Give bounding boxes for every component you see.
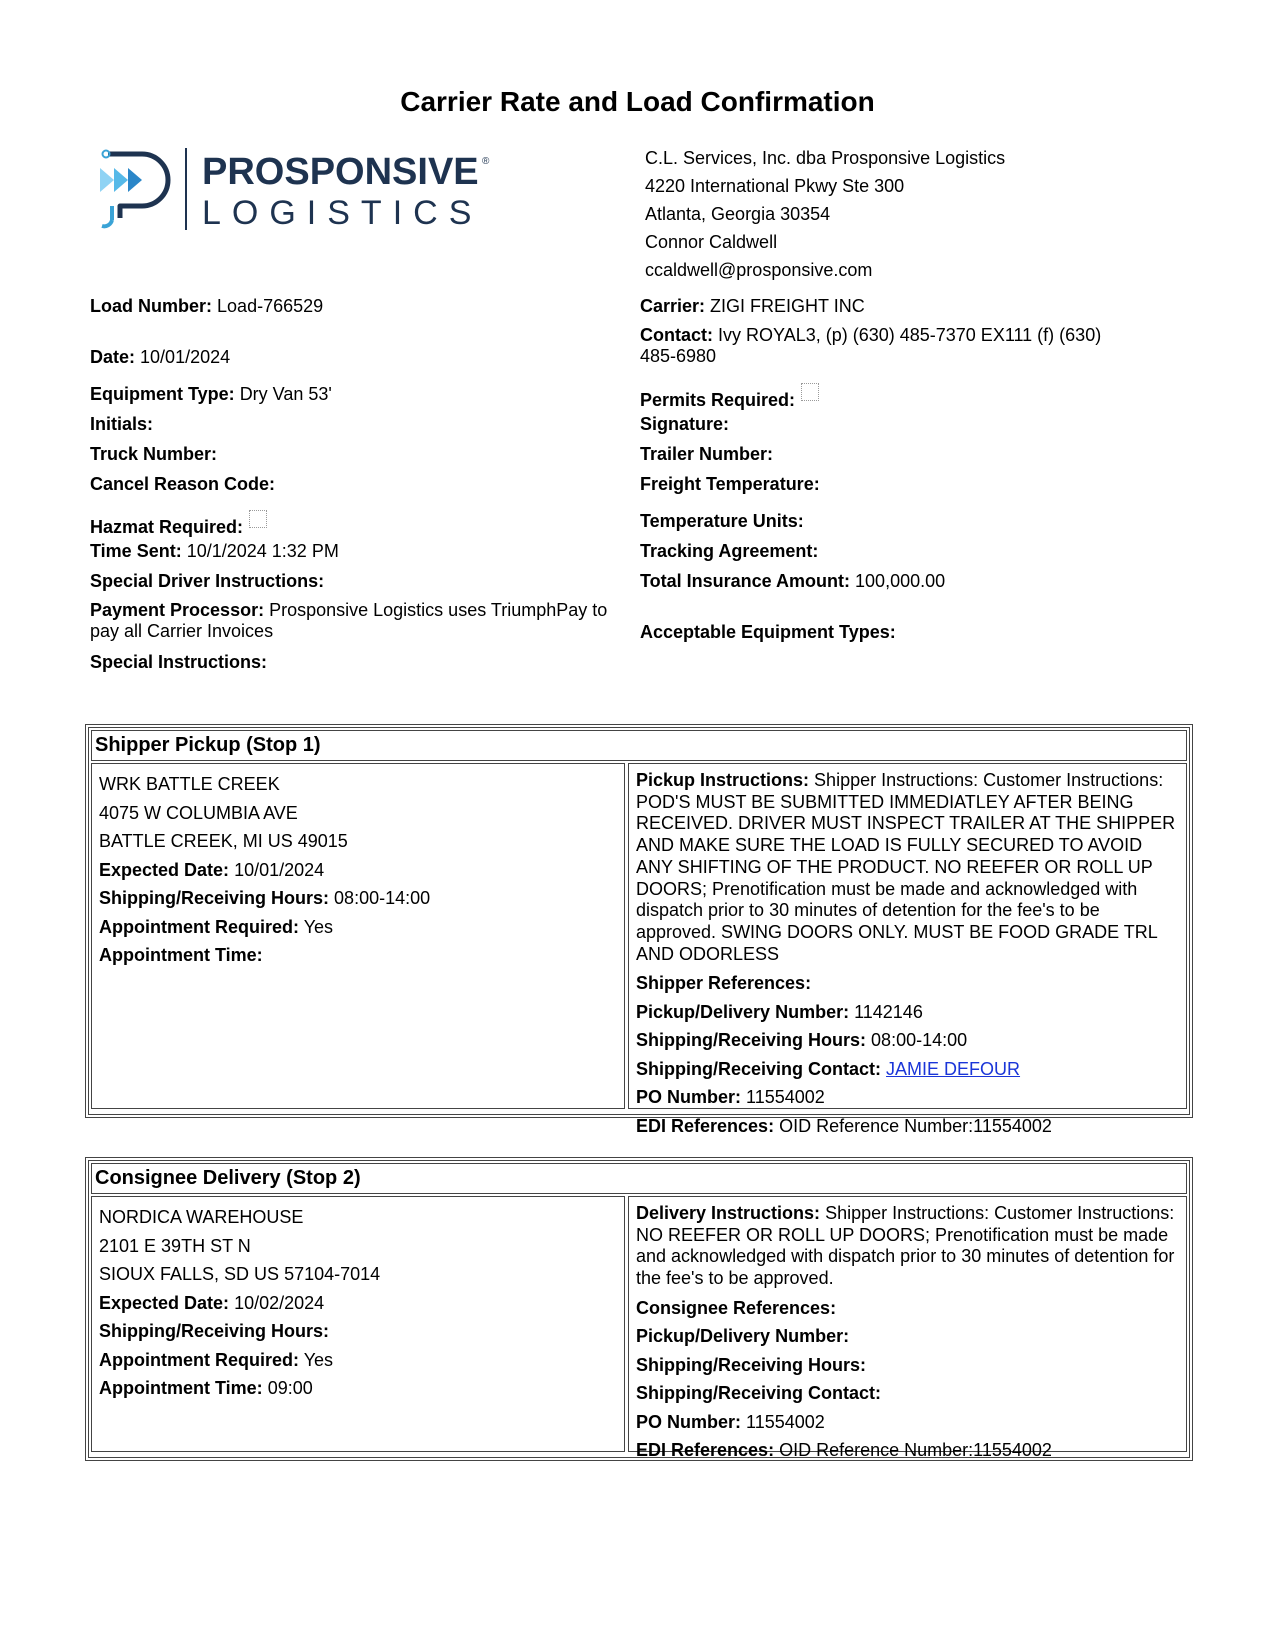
field-time-sent [90, 540, 620, 562]
field-permits-required [640, 383, 1150, 411]
label: Carrier: [640, 296, 706, 316]
pickup-instructions: Pickup Instructions: Shipper Instructions: Customer Instructions: POD'S MUST BE SUBMITTED IMMEDIATLEY AFTER BEING RECEIVED. DRIVER MUST INSPECT TRAILER AT THE SHIPPER AND MAKE SURE THE LOAD IS FULLY SECURED TO AVOID ANY SHIFTING OF THE PRODUCT. NO REEFER OR ROLL UP DOORS; Prenotification must be made and acknowledged with dispatch prior to 30 minutes of detention for the fee's to be approved. SWING DOORS ONLY. MUST BE FOOD GRADE TRL AND ODORLESS [636, 770, 1176, 964]
references-heading: Consignee References: [636, 1297, 837, 1318]
value: 10/1/2024 1:32 PM [186, 541, 339, 561]
appointment-required: Appointment Required: Yes [99, 916, 334, 937]
label: Cancel Reason Code: [90, 474, 276, 494]
reference-hours: Shipping/Receiving Hours: 08:00-14:00 [636, 1030, 968, 1051]
references-heading: Shipper References: [636, 973, 812, 994]
stop-1-details [628, 763, 1187, 1136]
pickup-delivery-number: Pickup/Delivery Number: 1142146 [636, 1001, 923, 1022]
shipper-references [636, 969, 1179, 1140]
field-carrier [640, 295, 1150, 317]
field-freight-temperature [640, 473, 1150, 495]
field-trailer-number [640, 443, 1150, 465]
consignee-references [636, 1294, 1179, 1465]
label: Equipment Type: [90, 384, 235, 404]
location-address-line1: 4075 W COLUMBIA AVE [99, 802, 298, 823]
field-special-driver-instructions [90, 570, 620, 592]
field-acceptable-equipment-types [640, 621, 1150, 643]
company-logo [90, 148, 520, 248]
stop-1-location [91, 763, 625, 1109]
stop-1-header: Shipper Pickup (Stop 1) [91, 730, 1187, 761]
company-name: C.L. Services, Inc. dba Prosponsive Logistics [645, 148, 1006, 168]
expected-date: Expected Date: 10/02/2024 [99, 1292, 325, 1313]
value: 10/01/2024 [140, 347, 231, 367]
label: Hazmat Required: [90, 517, 244, 537]
label: Tracking Agreement: [640, 541, 819, 561]
company-address-line1: 4220 International Pkwy Ste 300 [645, 176, 905, 196]
label: Initials: [90, 414, 154, 434]
location-address-line1: 2101 E 39TH ST N [99, 1235, 251, 1256]
value: ZIGI FREIGHT INC [710, 296, 865, 316]
svg-text:®: ® [482, 156, 490, 167]
field-initials [90, 413, 620, 435]
stop-2-header: Consignee Delivery (Stop 2) [91, 1163, 1187, 1194]
company-contact-name: Connor Caldwell [645, 232, 778, 252]
label: Special Driver Instructions: [90, 571, 325, 591]
field-hazmat-required [90, 510, 620, 538]
document-title: Carrier Rate and Load Confirmation [400, 86, 875, 117]
svg-text:PROSPONSIVE: PROSPONSIVE [202, 151, 479, 193]
pickup-delivery-number: Pickup/Delivery Number: [636, 1326, 850, 1347]
company-address-line2: Atlanta, Georgia 30354 [645, 204, 831, 224]
label: Contact: [640, 325, 713, 345]
shipping-receiving-contact: Shipping/Receiving Contact: [636, 1383, 882, 1404]
stop-1-section [88, 727, 1190, 1136]
value: 100,000.00 [855, 571, 946, 591]
location-name: NORDICA WAREHOUSE [99, 1207, 304, 1227]
label: Total Insurance Amount: [640, 571, 851, 591]
label: Temperature Units: [640, 511, 804, 531]
label: Truck Number: [90, 444, 218, 464]
edi-references: EDI References: OID Reference Number:11554002 [636, 1440, 1052, 1461]
delivery-instructions: Delivery Instructions: Shipper Instructions: Customer Instructions: NO REEFER OR ROLL UP DOORS; Prenotification must be made and acknowledged with dispatch prior to 30 minutes of detention for the fee's to be approved. [636, 1203, 1175, 1289]
field-tracking-agreement [640, 540, 1150, 562]
label: Date: [90, 347, 136, 367]
stop-1-body [91, 763, 1187, 1136]
po-number: PO Number: 11554002 [636, 1411, 825, 1432]
field-temperature-units [640, 510, 1150, 532]
contact-link[interactable]: JAMIE DEFOUR [886, 1058, 1021, 1079]
location-address-line2: SIOUX FALLS, SD US 57104-7014 [99, 1264, 381, 1284]
hazmat-checkbox[interactable] [249, 510, 267, 528]
svg-text:LOGISTICS: LOGISTICS [202, 194, 483, 232]
logo-mark-icon [100, 148, 186, 230]
field-date [90, 346, 620, 368]
label: Trailer Number: [640, 444, 774, 464]
stop-2-body [91, 1196, 1187, 1461]
po-number: PO Number: 11554002 [636, 1087, 825, 1108]
reference-hours: Shipping/Receiving Hours: [636, 1354, 867, 1375]
shipping-receiving-contact: Shipping/Receiving Contact: JAMIE DEFOUR [636, 1058, 1021, 1079]
label: Freight Temperature: [640, 474, 820, 494]
field-signature [640, 413, 1150, 435]
stop-2-location [91, 1196, 625, 1452]
location-address-line2: BATTLE CREEK, MI US 49015 [99, 831, 348, 851]
company-email[interactable]: ccaldwell@prosponsive.com [645, 260, 873, 280]
field-total-insurance-amount [640, 570, 1150, 592]
label: Load Number: [90, 296, 213, 316]
field-equipment-type [90, 383, 620, 405]
label: Payment Processor: [90, 600, 265, 620]
location-name: WRK BATTLE CREEK [99, 774, 280, 794]
field-truck-number [90, 443, 620, 465]
appointment-time: Appointment Time: [99, 945, 263, 965]
appointment-time: Appointment Time: 09:00 [99, 1378, 313, 1398]
shipping-receiving-hours: Shipping/Receiving Hours: [99, 1321, 330, 1341]
company-address-block [645, 144, 1005, 284]
edi-references: EDI References: OID Reference Number:11554002 [636, 1115, 1052, 1136]
label: Signature: [640, 414, 730, 434]
field-load-number [90, 295, 620, 317]
field-cancel-reason-code [90, 473, 620, 495]
shipping-receiving-hours: Shipping/Receiving Hours: 08:00-14:00 [99, 888, 431, 908]
label: Time Sent: [90, 541, 182, 561]
field-payment-processor [90, 600, 610, 642]
field-contact [640, 325, 1130, 367]
field-special-instructions [90, 651, 620, 673]
permits-checkbox[interactable] [801, 383, 819, 401]
value: Prosponsive Logistics uses TriumphPay to pay all Carrier Invoices [90, 600, 608, 641]
value: Dry Van 53' [239, 384, 332, 404]
appointment-required: Appointment Required: Yes [99, 1349, 334, 1370]
stop-2-details [628, 1196, 1187, 1461]
label: Acceptable Equipment Types: [640, 622, 896, 642]
label: Permits Required: [640, 390, 796, 410]
expected-date: Expected Date: 10/01/2024 [99, 859, 325, 880]
label: Special Instructions: [90, 652, 268, 672]
stop-2-section [88, 1160, 1190, 1461]
value: Ivy ROYAL3, (p) (630) 485-7370 EX111 (f) (630) 485-6980 [640, 325, 1102, 366]
value: Load-766529 [217, 296, 324, 316]
